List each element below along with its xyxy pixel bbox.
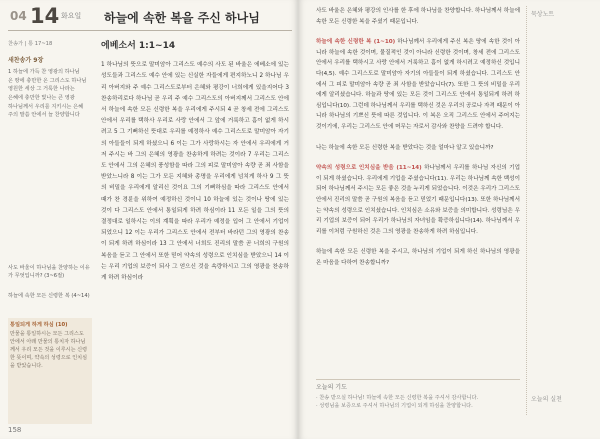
footnote-line: · 성령님을 보증으로 주셔서 하나님의 기업이 되게 하심을 찬양합니다.: [316, 403, 473, 410]
footnote-heading: 오늘의 기도: [316, 384, 347, 391]
hymn-line: 온 땅에 충만한 온 그리스도 하나님: [8, 77, 87, 84]
page-number: 158: [8, 426, 22, 434]
margin-label-bottom: 오늘의 실천: [531, 396, 562, 403]
hymn-line: 영원한 세상 그 거룩한 나라는: [8, 86, 75, 93]
hymn-line: 1 하늘에 가득 찬 영광의 하나님: [8, 69, 80, 76]
commentary-paragraph: [316, 247, 520, 268]
header-weekday: 화요일: [61, 12, 82, 20]
page-title: 하늘에 속한 복을 주신 하나님: [104, 11, 260, 25]
commentary-text: 사도 바울은 은혜와 평강의 인사를 한 후에 하나님을 찬양합니다. 하나님께서 하늘에 속한 모든 신령한 복을 주셨기 때문입니다.: [316, 8, 520, 25]
footnote-line: · 찬송 받으실 하나님! 하늘에 속한 모든 신령한 복을 주셔서 감사합니다.: [316, 395, 479, 402]
hymn-line: 은혜에 충만한 빛나는 큰 영광: [8, 94, 75, 101]
right-page: [298, 0, 600, 439]
commentary-text: 나는 하늘에 속한 모든 신령한 복을 받았다는 것을 얼마나 알고 있습니까?: [316, 144, 494, 151]
side-note-box: [8, 318, 92, 424]
commentary-paragraph: [316, 163, 520, 237]
commentary-text: 하늘에 속한 모든 신령한 복을 주시고, 하나님의 기업이 되게 하신 하나님의 영광을 온 마음을 다하여 찬송합니까?: [316, 249, 520, 266]
commentary-paragraph: [316, 143, 520, 154]
commentary-paragraph: [316, 37, 520, 132]
commentary-text: 하나님께서 우리에게 주신 복은 땅에 속한 것이 아니라 하늘에 속한 것이며, 물질적인 것이 아니라 신령한 것이며, 창세 전에 그리스도 안에서 우리를 택하시고 사랑 안에서 거룩하고 흠이 없게 하시려고 예정하신 것입니다(4,5). 예수 그리스도로 말미암아 자기의 아들들이 되게 하셨습니다. 그리스도 안에서 그 피로 말미암아 속량 곧 죄 사함을 받았습니다(7). 또한 그 뜻의 비밀을 우리에게 알리셨습니다. 하늘과 땅에 있는 모든 것이 그리스도 안에서 통일되게 하려 하심입니다(10). 그런데 하나님께서 우리를 택하신 것은 우리의 공로나 자격 때문이 아니라 하나님의 기쁘신 뜻에 따른 것입니다. 이 복은 오직 그리스도 안에서 주어지는 것이기에, 우리는 그리스도 안에 머무는 자로서 감사와 찬양을 드려야 합니다.: [316, 39, 520, 130]
passage-text: 1 하나님의 뜻으로 말미암아 그리스도 예수의 사도 된 바울은 에베소에 있는 성도들과 그리스도 예수 안에 있는 신실한 자들에게 편지하노니 2 하나님 우리 아버지와 주 예수 그리스도로부터 은혜와 평강이 너희에게 있을지어다 3 찬송하리로다 하나님 곧 우리 주 예수 그리스도의 아버지께서 그리스도 안에서 하늘에 속한 모든 신령한 복을 우리에게 주시되 4 곧 창세 전에 그리스도 안에서 우리를 택하사 우리로 사랑 안에서 그 앞에 거룩하고 흠이 없게 하시려고 5 그 기뻐하신 뜻대로 우리를 예정하사 예수 그리스도로 말미암아 자기의 아들들이 되게 하셨으니 6 이는 그가 사랑하시는 자 안에서 우리에게 거저 주시는 바 그의 은혜의 영광을 찬송하게 하려는 것이라 7 우리는 그리스도 안에서 그의 은혜의 풍성함을 따라 그의 피로 말미암아 속량 곧 죄 사함을 받았느니라 8 이는 그가 모든 지혜와 총명을 우리에게 넘치게 하사 9 그 뜻의 비밀을 우리에게 알리신 것이요 그의 기뻐하심을 따라 그리스도 안에서 때가 찬 경륜을 위하여 예정하신 것이니 10 하늘에 있는 것이나 땅에 있는 것이 다 그리스도 안에서 통일되게 하려 하심이라 11 모든 일을 그의 뜻의 결정대로 일하시는 이의 계획을 따라 우리가 예정을 입어 그 안에서 기업이 되었으니 12 이는 우리가 그리스도 안에서 전부터 바라던 그의 영광의 찬송이 되게 하려 하심이라 13 그 안에서 너희도 진리의 말씀 곧 너희의 구원의 복음을 듣고 그 안에서 또한 믿어 약속의 성령으로 인치심을 받았으니 14 이는 우리 기업의 보증이 되사 그 얻으신 것을 속량하시고 그의 영광을 찬송하게 하려 하심이라: [101, 62, 289, 282]
commentary-heading: 약속의 성령으로 인치심을 받음 (11~14): [316, 165, 422, 172]
left-sidebar: [8, 40, 90, 120]
commentary-heading: 하늘에 속한 신령한 복 (1~10): [316, 39, 396, 46]
header-divider: [8, 30, 292, 31]
passage-reference: 에베소서 1:1~14: [101, 41, 176, 51]
left-page: [0, 0, 298, 439]
footnote-divider: [316, 379, 520, 380]
box-text: 만물을 통일하시는 모든 그리스도 안에서 아래 만물의 통치자 하나님께서 우리 모든 것을 이루시는 신령한 뜻이며, 약속의 성령으로 인치심을 받았습니다.: [10, 331, 87, 369]
commentary-paragraph: [316, 6, 520, 27]
box-heading: 통일되게 하게 하심 (10): [10, 322, 68, 328]
hymn-line: 주의 말씀 안에서 늘 찬양합니다: [8, 112, 80, 119]
header-day: 14: [30, 4, 60, 28]
reading-plan: 찬송가 | 통 17~18: [8, 41, 53, 47]
margin-divider: [526, 6, 527, 415]
scripture-column: [101, 40, 289, 284]
hymn-title: 새찬송가 9장: [8, 56, 44, 64]
prayer-answer: 하늘에 속한 모든 신령한 복 (4~14): [8, 293, 90, 299]
prayer-prompt: 사도 바울이 하나님을 찬양하는 이유가 무엇입니까? (3~6절): [8, 265, 90, 279]
footnote: [316, 384, 520, 411]
header-month: 04: [10, 9, 27, 23]
commentary-column: [316, 6, 520, 278]
hymn-line: 하나님께서 우리를 지키시는 은혜: [8, 103, 84, 110]
commentary-text: 하나님께서 우리를 하나님 자신의 기업이 되게 하셨습니다. 우리에게 기업을 주셨습니다(11). 우리는 하나님께 속한 백성이 되어 하나님께서 주시는 모든 좋은 것을 누리게 되었습니다. 이것은 우리가 그리스도 안에서 진리의 말씀 곧 구원의 복음을 듣고 믿었기 때문입니다(13). 또한 하나님께서는 약속의 성령으로 인치셨습니다. 인치심은 소유와 보증을 의미합니다. 성령님은 우리 기업의 보증이 되어 우리가 하나님의 자녀임을 확증하십니다(14). 하나님께서 우리를 이처럼 구원하신 것은 그의 영광을 찬송하게 하려 하심입니다.: [316, 165, 520, 235]
margin-label: 묵상노트: [531, 11, 555, 18]
